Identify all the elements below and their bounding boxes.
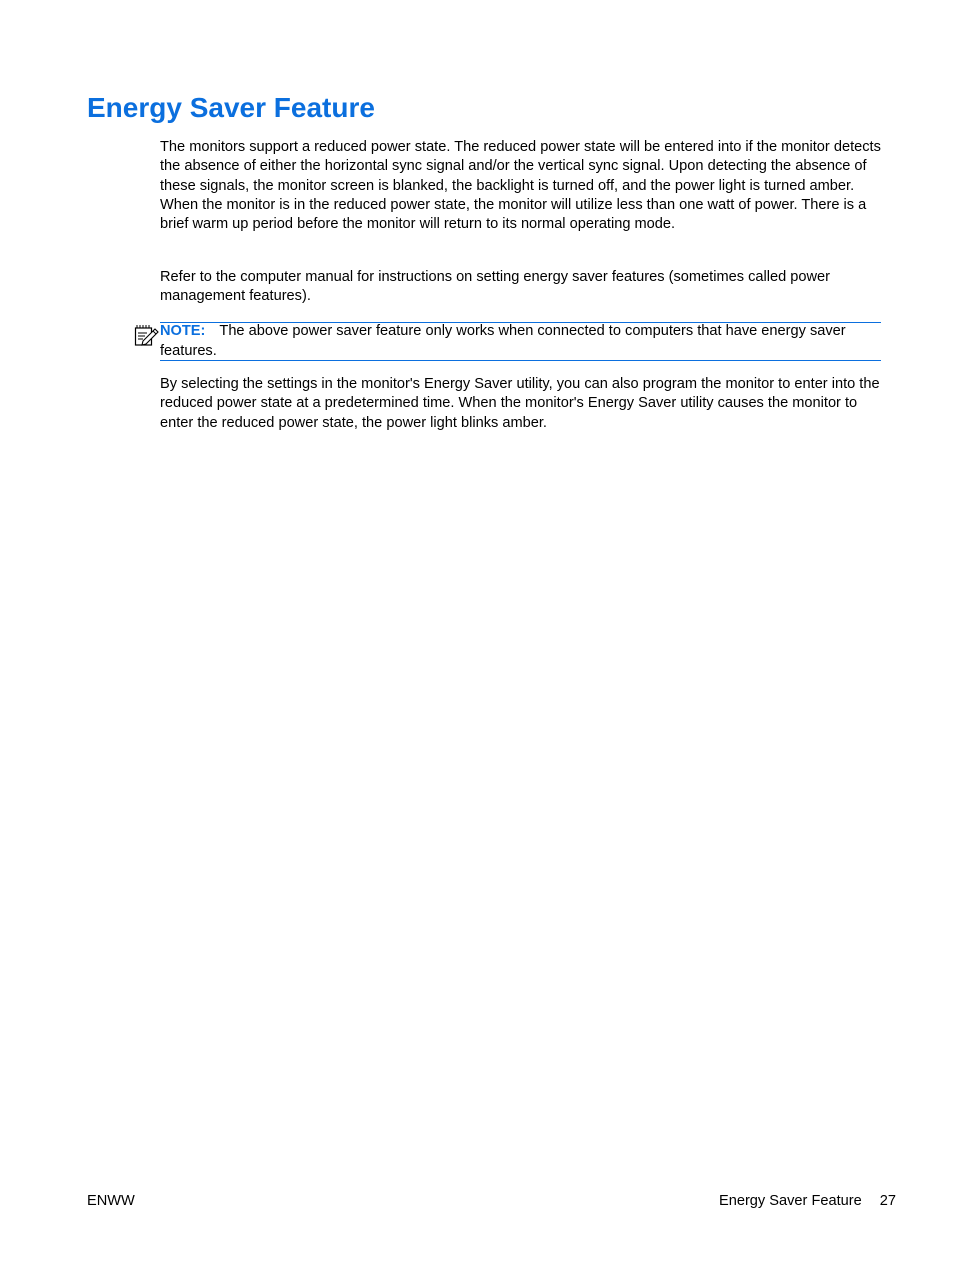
footer-left-label: ENWW: [87, 1193, 135, 1209]
page-heading: Energy Saver Feature: [87, 92, 375, 123]
body-paragraph-computer-manual: Refer to the computer manual for instructions on setting energy saver features (sometimes called power management features).: [160, 269, 831, 305]
note-pad-icon: [134, 323, 160, 347]
footer-section-title: Energy Saver Feature: [718, 1193, 862, 1209]
note-body: The above power saver feature only works when connected to computers that have energy saver features.: [160, 323, 846, 359]
note-label: NOTE:: [160, 323, 206, 339]
footer-right: [719, 1192, 896, 1211]
note-box: [160, 322, 881, 361]
body-paragraph-energy-saver-utility: By selecting the settings in the monitor's Energy Saver utility, you can also program the monitor to enter into the reduced power state at a predetermined time. When the monitor's Energy Saver utility causes the monitor to enter the reduced power state, the power light blinks amber.: [160, 376, 880, 431]
note-text: [160, 322, 881, 361]
body-paragraph-power-state: The monitors support a reduced power state. The reduced power state will be entered into if the monitor detects the absence of either the horizontal sync signal and/or the vertical sync signal. Upon detecting the absence of these signals, the monitor screen is blanked, the backlight is turned off, and the power light is turned amber. When the monitor is in the reduced power state, the monitor will utilize less than one watt of power. There is a brief warm up period before the monitor will return to its normal operating mode.: [160, 139, 881, 233]
footer-page-number: 27: [879, 1193, 896, 1209]
